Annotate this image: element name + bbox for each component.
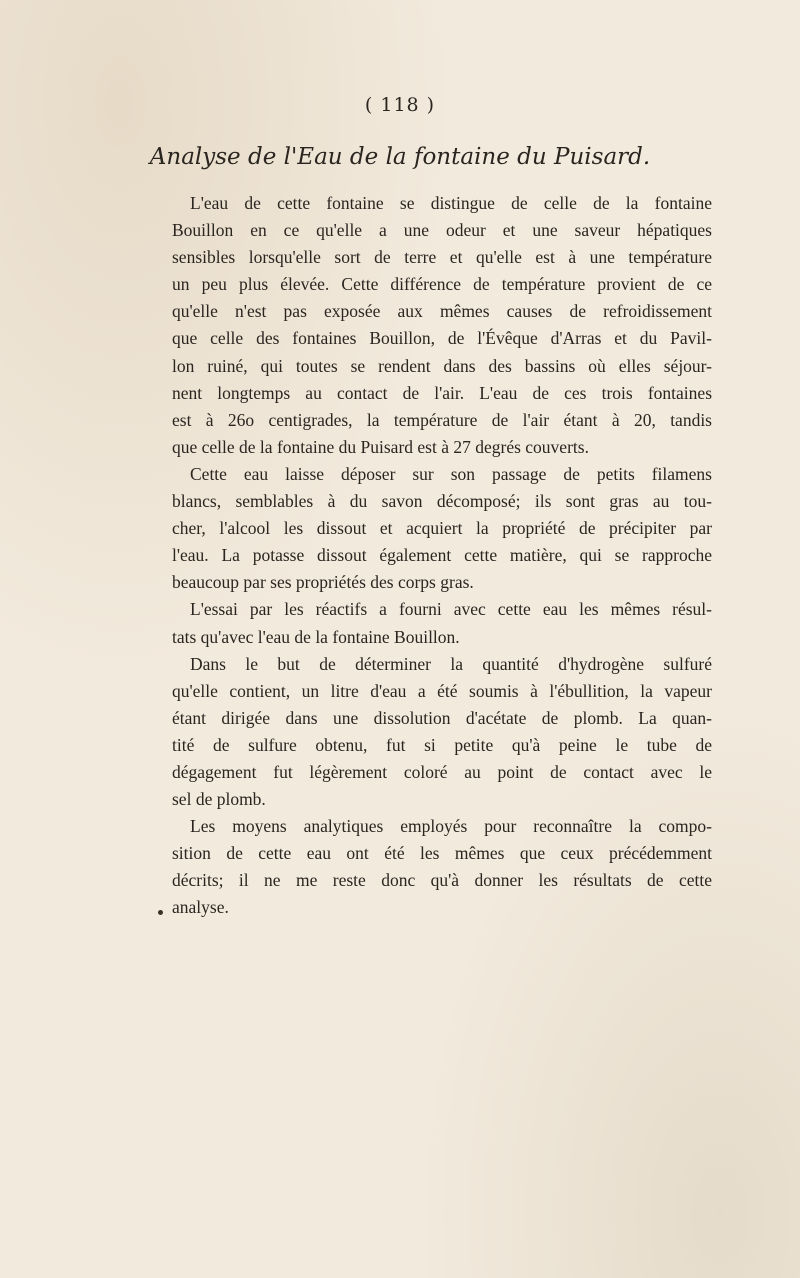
- text-line: que celle des fontaines Bouillon, de l'Évêque d'Arras et du Pavil-: [172, 328, 712, 349]
- text-line: dégagement fut légèrement coloré au point de contact avec le: [172, 761, 712, 782]
- text-line: Dans le but de déterminer la quantité d'hydrogène sulfuré: [190, 653, 712, 674]
- text-line: analyse.: [172, 897, 229, 918]
- paragraph: [172, 596, 712, 650]
- ink-dot-mark: [158, 910, 163, 915]
- text-line: est à 26o centigrades, la température de l'air étant à 20, tandis: [172, 409, 712, 430]
- text-line: lon ruiné, qui toutes se rendent dans des bassins où elles séjour-: [172, 355, 712, 376]
- text-line: Bouillon en ce qu'elle a une odeur et une saveur hépatiques: [172, 220, 712, 241]
- text-line: sensibles lorsqu'elle sort de terre et qu'elle est à une température: [172, 247, 712, 268]
- text-line: qu'elle n'est pas exposée aux mêmes causes de refroidissement: [172, 301, 712, 322]
- body-text: [172, 190, 712, 922]
- text-line: L'eau de cette fontaine se distingue de celle de la fontaine: [190, 193, 712, 213]
- text-line: décrits; il ne me reste donc qu'à donner les résultats de cette: [172, 870, 712, 891]
- paragraph: [172, 190, 712, 461]
- text-line: un peu plus élevée. Cette différence de température provient de ce: [172, 274, 712, 295]
- text-line: sel de plomb.: [172, 789, 266, 810]
- text-line: tité de sulfure obtenu, fut si petite qu'à peine le tube de: [172, 734, 712, 755]
- page-number: ( 118 ): [364, 94, 436, 116]
- text-line: nent longtemps au contact de l'air. L'eau de ces trois fontaines: [172, 382, 712, 403]
- section-title: Analyse de l'Eau de la fontaine du Puisard.: [149, 144, 651, 170]
- text-line: blancs, semblables à du savon décomposé; ils sont gras au tou-: [172, 491, 712, 512]
- text-line: tats qu'avec l'eau de la fontaine Bouillon.: [172, 626, 460, 647]
- paragraph: [172, 651, 712, 814]
- text-line: étant dirigée dans une dissolution d'acétate de plomb. La quan-: [172, 707, 712, 728]
- text-line: sition de cette eau ont été les mêmes que ceux précédemment: [172, 843, 712, 864]
- text-line: L'essai par les réactifs a fourni avec cette eau les mêmes résul-: [190, 599, 712, 620]
- text-line: beaucoup par ses propriétés des corps gras.: [172, 572, 474, 593]
- text-line: Les moyens analytiques employés pour reconnaître la compo-: [190, 816, 712, 837]
- text-line: qu'elle contient, un litre d'eau a été soumis à l'ébullition, la vapeur: [172, 680, 712, 701]
- text-line: Cette eau laisse déposer sur son passage de petits filamens: [190, 463, 712, 484]
- text-line: que celle de la fontaine du Puisard est à 27 degrés couverts.: [172, 436, 589, 457]
- paragraph: [172, 461, 712, 596]
- text-line: cher, l'alcool les dissout et acquiert la propriété de précipiter par: [172, 518, 712, 539]
- paragraph: [172, 813, 712, 921]
- text-line: l'eau. La potasse dissout également cette matière, qui se rapproche: [172, 545, 712, 566]
